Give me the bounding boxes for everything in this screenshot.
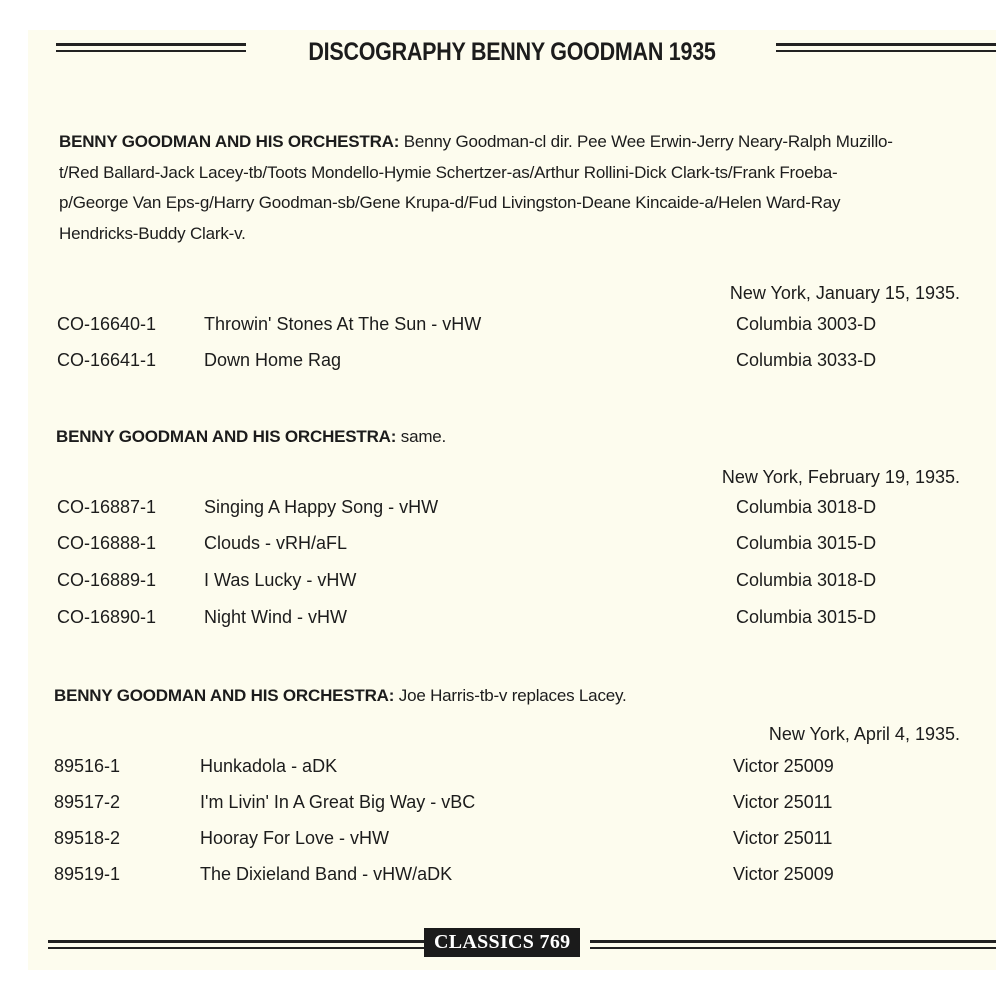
track-title: Throwin' Stones At The Sun - vHW [204, 314, 482, 334]
matrix-number: CO-16640-1 [57, 314, 157, 334]
track-title: Hooray For Love - vHW [200, 828, 390, 848]
track-title: Clouds - vRH/aFL [204, 533, 348, 553]
session-3-heading [54, 681, 959, 712]
personnel-line-4: Hendricks-Buddy Clark-v. [59, 223, 246, 243]
footer-rule-left [48, 940, 424, 949]
record-label: Victor 25009 [733, 756, 834, 776]
personnel-line-3: p/George Van Eps-g/Harry Goodman-sb/Gene Krupa-d/Fud Livingston-Deane Kincaide-a/Helen Ward-Ray [59, 193, 841, 212]
discography-page [28, 30, 996, 970]
matrix-number: CO-16887-1 [57, 497, 157, 517]
session-1-location: New York, January 15, 1935. [729, 283, 960, 303]
session-3-location: New York, April 4, 1935. [768, 724, 960, 744]
session-2-note: same. [400, 427, 447, 446]
track-row [28, 314, 996, 344]
track-title: I'm Livin' In A Great Big Way - vBC [200, 792, 476, 812]
matrix-number: CO-16889-1 [57, 570, 157, 590]
track-title: Singing A Happy Song - vHW [204, 497, 439, 517]
matrix-number: 89517-2 [54, 792, 121, 812]
track-row [28, 607, 996, 637]
record-label: Victor 25011 [733, 792, 833, 812]
track-title: I Was Lucky - vHW [204, 570, 357, 590]
personnel-line-1: Benny Goodman-cl dir. Pee Wee Erwin-Jerry Neary-Ralph Muzillo- [403, 132, 893, 151]
matrix-number: CO-16888-1 [57, 533, 157, 553]
footer-catalog-label: CLASSICS 769 [424, 928, 580, 957]
session-3-note: Joe Harris-tb-v replaces Lacey. [398, 686, 627, 705]
record-label: Columbia 3015-D [736, 533, 877, 553]
personnel-lead: BENNY GOODMAN AND HIS ORCHESTRA: [59, 132, 400, 151]
personnel-line-2: t/Red Ballard-Jack Lacey-tb/Toots Mondello-Hymie Schertzer-as/Arthur Rollini-Dick Clark-ts/Frank Froeba- [59, 162, 838, 182]
session-3-lead: BENNY GOODMAN AND HIS ORCHESTRA: [54, 686, 395, 705]
track-title: The Dixieland Band - vHW/aDK [200, 864, 453, 884]
matrix-number: 89519-1 [54, 864, 121, 884]
track-title: Night Wind - vHW [204, 607, 348, 627]
record-label: Victor 25011 [733, 828, 833, 848]
track-title: Down Home Rag [204, 350, 342, 370]
matrix-number: CO-16890-1 [57, 607, 157, 627]
title-rule-right [776, 43, 996, 52]
record-label: Columbia 3018-D [736, 497, 877, 517]
track-row [28, 828, 996, 858]
record-label: Columbia 3015-D [736, 607, 877, 627]
record-label: Columbia 3003-D [736, 314, 877, 334]
matrix-number: 89518-2 [54, 828, 121, 848]
track-row [28, 756, 996, 786]
record-label: Columbia 3033-D [736, 350, 877, 370]
matrix-number: 89516-1 [54, 756, 121, 776]
track-row [28, 570, 996, 600]
record-label: Columbia 3018-D [736, 570, 877, 590]
page-title: DISCOGRAPHY BENNY GOODMAN 1935 [308, 38, 716, 66]
session-2-lead: BENNY GOODMAN AND HIS ORCHESTRA: [56, 427, 397, 446]
record-label: Victor 25009 [733, 864, 834, 884]
session-2-heading [56, 422, 961, 453]
track-row [28, 533, 996, 563]
footer-rule-right [590, 940, 996, 949]
session-2-location: New York, February 19, 1935. [721, 467, 960, 487]
personnel-paragraph [59, 127, 964, 249]
matrix-number: CO-16641-1 [57, 350, 157, 370]
track-row [28, 792, 996, 822]
track-row [28, 350, 996, 380]
track-row [28, 864, 996, 894]
track-title: Hunkadola - aDK [200, 756, 338, 776]
track-row [28, 497, 996, 527]
